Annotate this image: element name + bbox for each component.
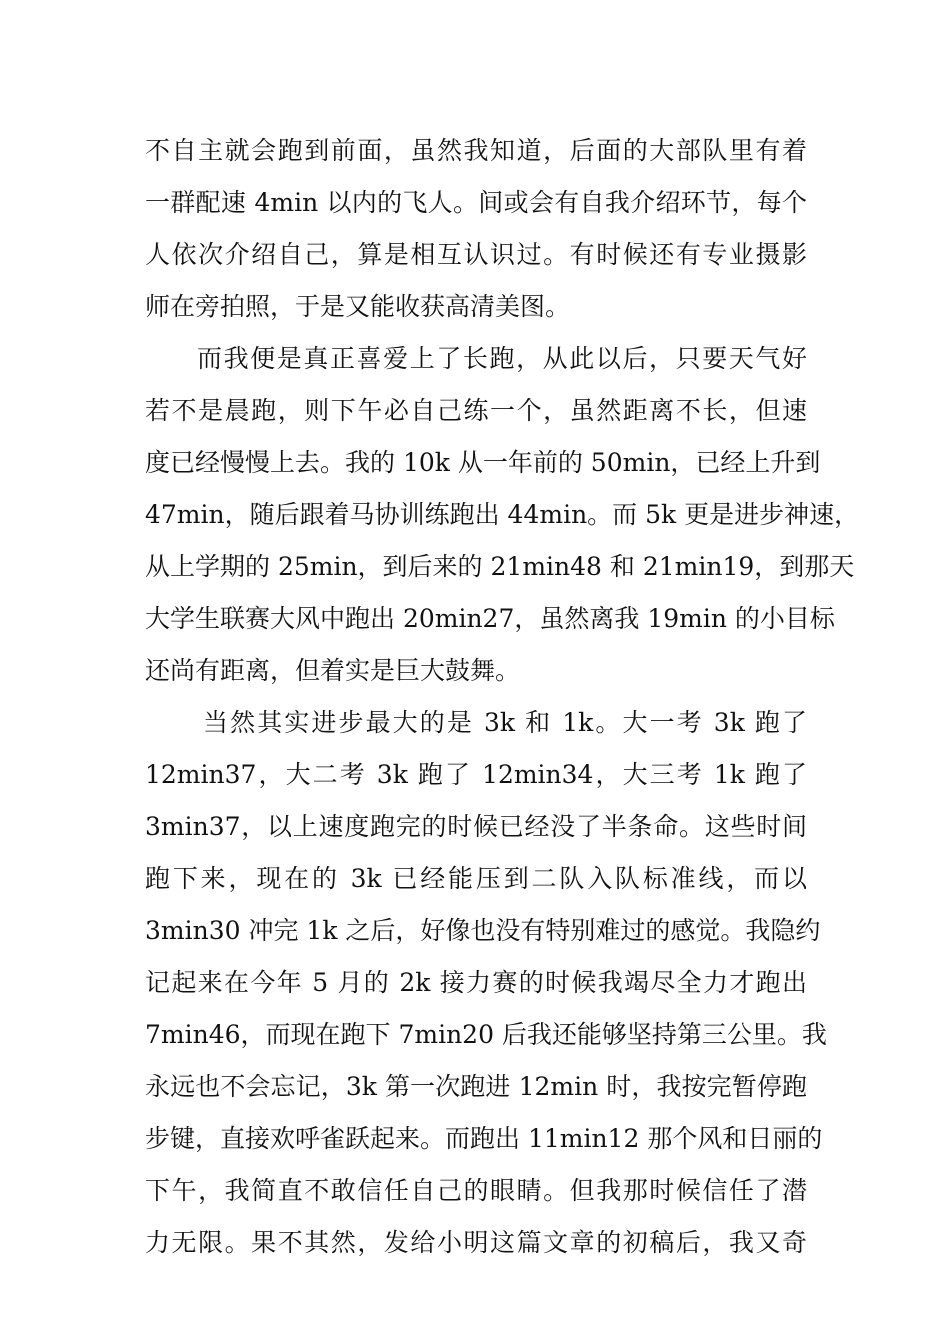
- text-line: 人依次介绍自己，算是相互认识过。有时候还有专业摄影: [145, 240, 807, 269]
- text-line: 下午，我简直不敢信任自己的眼睛。但我那时候信任了潜: [145, 1176, 807, 1205]
- text-line: 47min，随后跟着马协训练跑出 44min。而 5k 更是进步神速，: [145, 500, 860, 529]
- text-line: 从上学期的 25min，到后来的 21min48 和 21min19，到那天: [145, 552, 855, 581]
- paragraph-3: [145, 697, 827, 1269]
- text-line: 而我便是真正喜爱上了长跑，从此以后，只要天气好: [197, 344, 807, 373]
- text-line: 度已经慢慢上去。我的 10k 从一年前的 50min，已经上升到: [145, 448, 821, 477]
- text-line: 师在旁拍照，于是又能收获高清美图。: [145, 292, 571, 321]
- text-line: 不自主就会跑到前面，虽然我知道，后面的大部队里有着: [145, 136, 807, 165]
- text-line: 一群配速 4min 以内的飞人。间或会有自我介绍环节，每个: [145, 188, 807, 217]
- text-line: 永远也不会忘记，3k 第一次跑进 12min 时，我按完暂停跑: [145, 1072, 807, 1101]
- text-line: 3min37，以上速度跑完的时候已经没了半条命。这些时间: [145, 812, 807, 841]
- text-line: 跑下来，现在的 3k 已经能压到二队入队标准线，而以: [145, 864, 807, 893]
- text-line: 12min37，大二考 3k 跑了 12min34，大三考 1k 跑了: [145, 760, 807, 789]
- paragraph-1: [145, 125, 807, 333]
- text-line: 3min30 冲完 1k 之后，好像也没有特别难过的感觉。我隐约: [145, 916, 821, 945]
- text-line: 大学生联赛大风中跑出 20min27，虽然离我 19min 的小目标: [145, 604, 835, 633]
- text-line: 当然其实进步最大的是 3k 和 1k。大一考 3k 跑了: [203, 708, 807, 737]
- text-line: 7min46，而现在跑下 7min20 后我还能够坚持第三公里。我: [145, 1020, 827, 1049]
- paragraph-2: [145, 333, 860, 697]
- text-line: 力无限。果不其然，发给小明这篇文章的初稿后，我又奇: [145, 1228, 807, 1257]
- text-line: 记起来在今年 5 月的 2k 接力赛的时候我竭尽全力才跑出: [145, 968, 807, 997]
- text-line: 还尚有距离，但着实是巨大鼓舞。: [145, 656, 521, 685]
- text-line: 若不是晨跑，则下午必自己练一个，虽然距离不长，但速: [145, 396, 807, 425]
- text-line: 步键，直接欢呼雀跃起来。而跑出 11min12 那个风和日丽的: [145, 1124, 823, 1153]
- document-body: [145, 125, 860, 1269]
